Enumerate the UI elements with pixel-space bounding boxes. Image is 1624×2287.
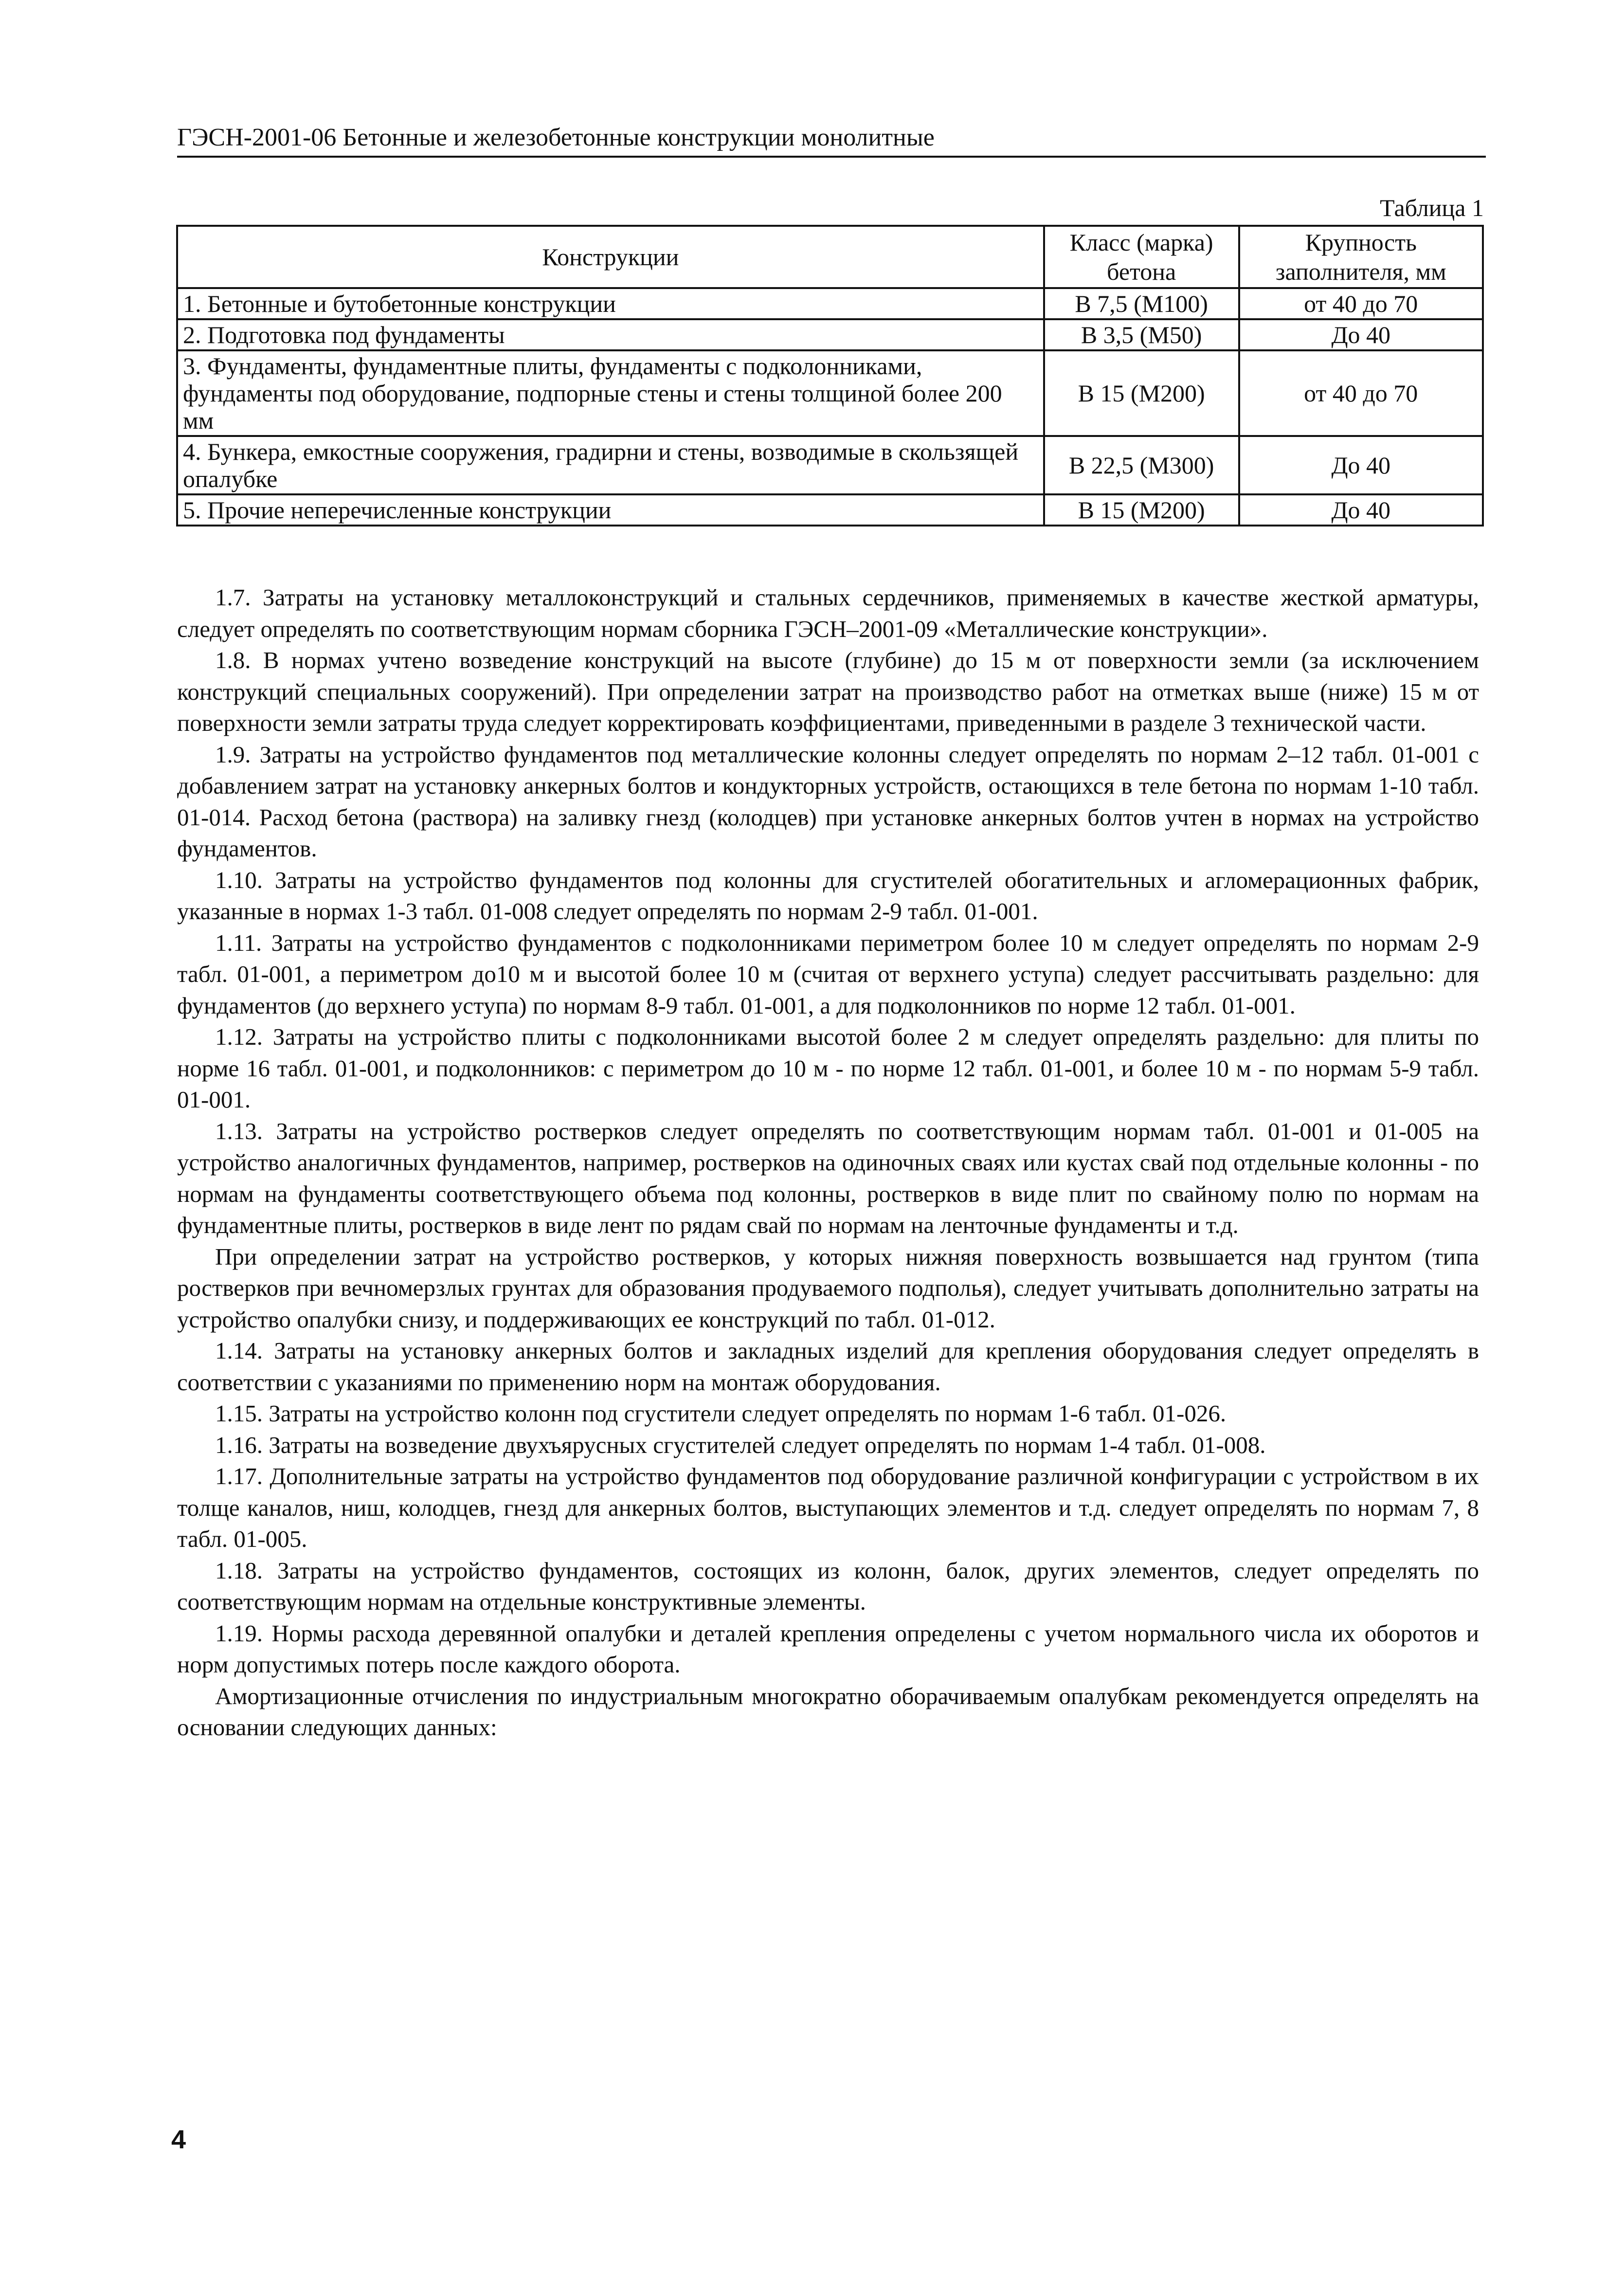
aggregate-size-cell: от 40 до 70 <box>1239 288 1483 319</box>
construction-cell: 5. Прочие неперечисленные конструкции <box>177 494 1044 526</box>
aggregate-size-cell: До 40 <box>1239 436 1483 494</box>
paragraph-1-16: 1.16. Затраты на возведение двухъярусных сгустителей следует определять по нормам 1-4 табл. 01-008. <box>215 1431 1266 1458</box>
paragraph-1-8: 1.8. В нормах учтено возведение конструкций на высоте (глубине) до 15 м от поверхности земли (за исключением конструкций специальных сооружений). При определении затрат на производство работ на отметках выше (ниже) 15 м от поверхности земли затраты труда следует корректировать коэффициентами, приведенными в разделе 3 технической части. <box>177 647 1479 736</box>
paragraph-1-14: 1.14. Затраты на установку анкерных болтов и закладных изделий для крепления оборудования следует определять в соответствии с указаниями по применению норм на монтаж оборудования. <box>177 1337 1479 1396</box>
paragraph-1-15: 1.15. Затраты на устройство колонн под сгустители следует определять по нормам 1-6 табл. 01-026. <box>215 1400 1227 1427</box>
paragraph-1-12: 1.12. Затраты на устройство плиты с подколонниками высотой более 2 м следует определять раздельно: для плиты по норме 16 табл. 01-001, и подколонников: с периметром до 10 м - по норме 12 табл. 01-001, и более 10 м - по нормам 5-9 табл. 01-001. <box>177 1023 1479 1113</box>
construction-cell: 4. Бункера, емкостные сооружения, градирни и стены, возводимые в скользящей опалубке <box>177 436 1044 494</box>
paragraph-1-10: 1.10. Затраты на устройство фундаментов под колонны для сгустителей обогатительных и агломерационных фабрик, указанные в нормах 1-3 табл. 01-008 следует определять по нормам 2-9 табл. 01-001. <box>177 866 1479 925</box>
body-text <box>177 582 1479 1743</box>
concrete-class-table <box>176 225 1484 526</box>
paragraph-1-18: 1.18. Затраты на устройство фундаментов, состоящих из колонн, балок, других элементов, следует определять по соответствующим нормам на отдельные конструктивные элементы. <box>177 1557 1479 1615</box>
table-header-row <box>177 226 1483 288</box>
aggregate-size-cell: До 40 <box>1239 494 1483 526</box>
construction-cell: 2. Подготовка под фундаменты <box>177 319 1044 350</box>
aggregate-size-cell: До 40 <box>1239 319 1483 350</box>
aggregate-size-cell: от 40 до 70 <box>1239 350 1483 436</box>
construction-cell: 1. Бетонные и бутобетонные конструкции <box>177 288 1044 319</box>
concrete-class-cell: В 7,5 (М100) <box>1044 288 1239 319</box>
table-row <box>177 494 1483 526</box>
construction-cell: 3. Фундаменты, фундаментные плиты, фундаменты с подколонниками, фундаменты под оборудование, подпорные стены и стены толщиной более 200 мм <box>177 350 1044 436</box>
table-row <box>177 288 1483 319</box>
concrete-class-cell: В 15 (М200) <box>1044 350 1239 436</box>
page-number: 4 <box>171 2125 186 2154</box>
header-aggregate-size: Крупность заполнителя, мм <box>1239 226 1483 288</box>
table-row <box>177 319 1483 350</box>
paragraph-1-13: 1.13. Затраты на устройство ростверков следует определять по соответствующим нормам табл. 01-001 и 01-005 на устройство аналогичных фундаментов, например, ростверков на одиночных сваях или кустах свай под отдельные колонны - по нормам на фундаменты соответствующего объема под колонны, ростверков в виде плит по свайному полю по нормам на фундаментные плиты, ростверков в виде лент по рядам свай по нормам на ленточные фундаменты и т.д. <box>177 1117 1479 1238</box>
concrete-class-cell: В 3,5 (М50) <box>1044 319 1239 350</box>
paragraph-amortization: Амортизационные отчисления по индустриальным многократно оборачиваемым опалубкам рекомендуется определять на основании следующих данных: <box>177 1682 1479 1741</box>
table-row <box>177 350 1483 436</box>
page-header: ГЭСН-2001-06 Бетонные и железобетонные конструкции монолитные <box>177 122 1486 158</box>
paragraph-1-11: 1.11. Затраты на устройство фундаментов с подколонниками периметром более 10 м следует определять по нормам 2-9 табл. 01-001, а периметром до10 м и высотой более 10 м (считая от верхнего уступа) следует рассчитывать раздельно: для фундаментов (до верхнего уступа) по нормам 8-9 табл. 01-001, а для подколонников по норме 12 табл. 01-001. <box>177 929 1479 1019</box>
table-caption: Таблица 1 <box>1380 194 1484 221</box>
paragraph-1-7: 1.7. Затраты на установку металлоконструкций и стальных сердечников, применяемых в качестве жесткой арматуры, следует определять по соответствующим нормам сборника ГЭСН–2001-09 «Металлические конструкции». <box>177 584 1479 642</box>
paragraph-1-17: 1.17. Дополнительные затраты на устройство фундаментов под оборудование различной конфигурации с устройством в их толще каналов, ниш, колодцев, гнезд для анкерных болтов, выступающих элементов и т.д. следует определять по нормам 7, 8 табл. 01-005. <box>177 1463 1479 1552</box>
header-constructions: Конструкции <box>177 226 1044 288</box>
concrete-class-cell: В 15 (М200) <box>1044 494 1239 526</box>
table-row <box>177 436 1483 494</box>
paragraph-1-13-continued: При определении затрат на устройство ростверков, у которых нижняя поверхность возвышается над грунтом (типа ростверков при вечномерзлых грунтах для образования продуваемого подполья), следует учитывать дополнительно затраты на устройство опалубки снизу, и поддерживающих ее конструкций по табл. 01-012. <box>177 1243 1479 1333</box>
concrete-class-cell: В 22,5 (М300) <box>1044 436 1239 494</box>
paragraph-1-19: 1.19. Нормы расхода деревянной опалубки и деталей крепления определены с учетом нормального числа их оборотов и норм допустимых потерь после каждого оборота. <box>177 1619 1479 1678</box>
paragraph-1-9: 1.9. Затраты на устройство фундаментов под металлические колонны следует определять по нормам 2–12 табл. 01-001 с добавлением затрат на установку анкерных болтов и кондукторных устройств, остающихся в теле бетона по нормам 1-10 табл. 01-014. Расход бетона (раствора) на заливку гнезд (колодцев) при установке анкерных болтов учтен в нормах на устройство фундаментов. <box>177 741 1479 862</box>
header-concrete-class: Класс (марка) бетона <box>1044 226 1239 288</box>
